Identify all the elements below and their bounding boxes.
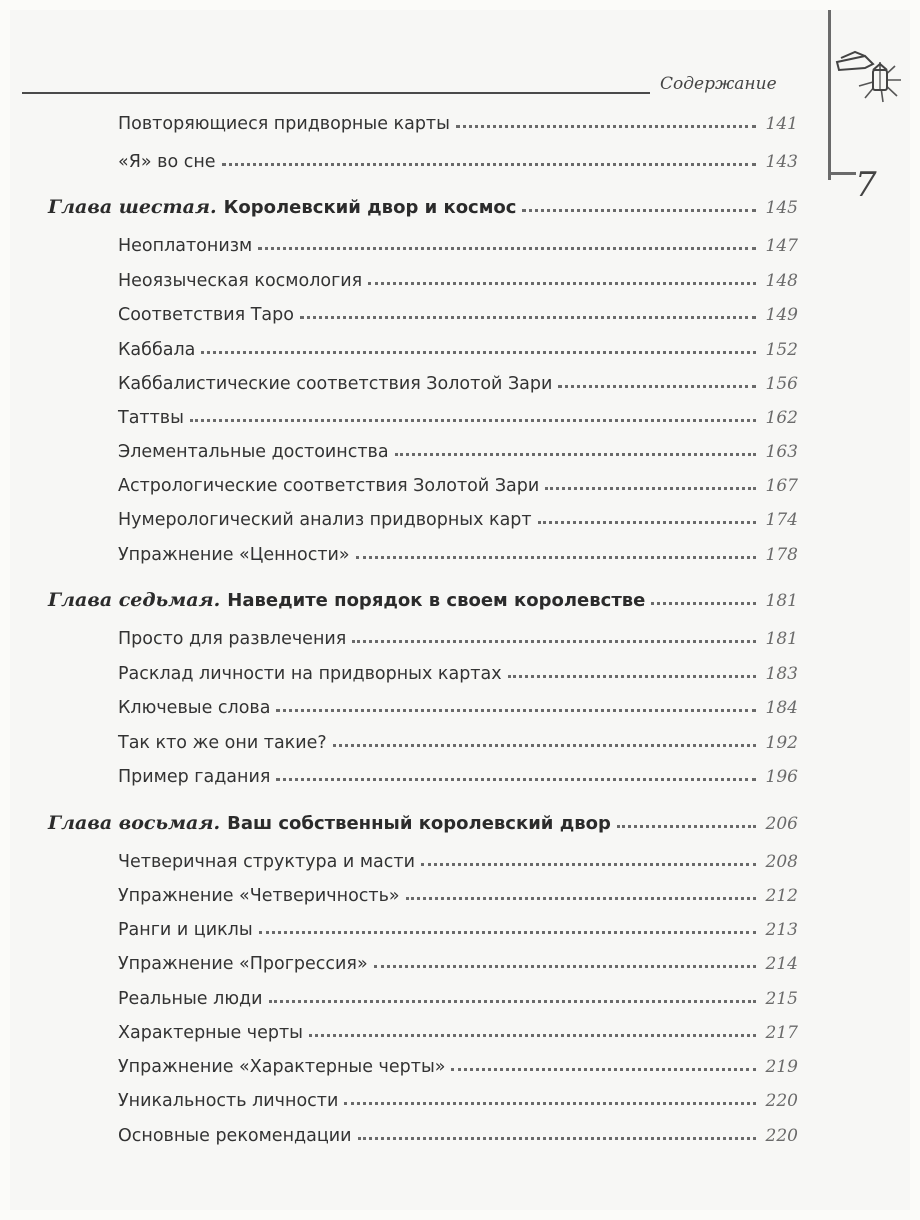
- toc-entry[interactable]: [118, 506, 798, 530]
- toc-entry-title: Реальные люди: [118, 989, 263, 1009]
- toc-entry[interactable]: [118, 110, 798, 134]
- toc-page-number: 178: [765, 545, 798, 565]
- toc-entry[interactable]: [118, 1019, 798, 1043]
- running-header: Содержание: [660, 74, 777, 94]
- dot-leader: [406, 897, 756, 900]
- chapter-label: Глава седьмая.: [48, 589, 221, 611]
- toc-entry-title: Так кто же они такие?: [118, 733, 327, 753]
- toc-entry-title: Ваш собственный королевский двор: [227, 813, 611, 834]
- dot-leader: [333, 744, 756, 747]
- toc-page-number: 141: [765, 114, 798, 134]
- toc-page-number: 162: [765, 408, 798, 428]
- toc-entry[interactable]: [118, 882, 798, 906]
- toc-entry-title: Упражнение «Характерные черты»: [118, 1057, 446, 1077]
- dot-leader: [456, 125, 756, 128]
- toc-entry-title: Астрологические соответствия Золотой Зари: [118, 476, 540, 496]
- toc-entry-title: Ранги и циклы: [118, 920, 253, 940]
- toc-entry-title: «Я» во сне: [118, 152, 216, 172]
- toc-entry-title: Упражнение «Ценности»: [118, 545, 350, 565]
- dot-leader: [259, 931, 756, 934]
- toc-entry[interactable]: [118, 763, 798, 787]
- chapter-label: Глава восьмая.: [48, 812, 221, 834]
- dot-leader: [651, 602, 756, 605]
- toc-chapter-entry[interactable]: [48, 587, 798, 611]
- dot-leader: [545, 487, 756, 490]
- dot-leader: [201, 351, 756, 354]
- toc-page-number: 215: [765, 989, 798, 1009]
- dot-leader: [309, 1034, 756, 1037]
- toc-entry[interactable]: [118, 625, 798, 649]
- toc-page-number: 183: [765, 664, 798, 684]
- dot-leader: [451, 1068, 756, 1071]
- dot-leader: [395, 453, 756, 456]
- dot-leader: [421, 863, 756, 866]
- dot-leader: [258, 247, 756, 250]
- toc-entry-title: Четверичная структура и масти: [118, 852, 415, 872]
- toc-entry-title: Упражнение «Прогрессия»: [118, 954, 368, 974]
- dot-leader: [344, 1102, 756, 1105]
- toc-entry[interactable]: [118, 1053, 798, 1077]
- toc-entry[interactable]: [118, 232, 798, 256]
- dot-leader: [222, 163, 756, 166]
- toc-entry-title: Просто для развлечения: [118, 629, 347, 649]
- page-number: 7: [855, 165, 877, 205]
- toc-page-number: 214: [765, 954, 798, 974]
- toc-entry[interactable]: [118, 985, 798, 1009]
- dot-leader: [269, 1000, 756, 1003]
- toc-entry[interactable]: [118, 336, 798, 360]
- toc-entry-title: Упражнение «Четверичность»: [118, 886, 400, 906]
- toc-entry-title: Соответствия Таро: [118, 305, 294, 325]
- dot-leader: [538, 521, 756, 524]
- dot-leader: [368, 282, 756, 285]
- toc-page-number: 152: [765, 340, 798, 360]
- toc-page-number: 148: [765, 271, 798, 291]
- toc-entry-title: Характерные черты: [118, 1023, 303, 1043]
- dot-leader: [276, 778, 756, 781]
- toc-entry-title: Уникальность личности: [118, 1091, 339, 1111]
- toc-page-number: 149: [765, 305, 798, 325]
- toc-page-number: 217: [765, 1023, 798, 1043]
- toc-page-number: 184: [765, 698, 798, 718]
- dot-leader: [352, 640, 756, 643]
- toc-entry-title: Наведите порядок в своем королевстве: [227, 590, 646, 611]
- toc-entry[interactable]: [118, 660, 798, 684]
- toc-chapter-entry[interactable]: [48, 810, 798, 834]
- toc-page-number: 147: [765, 236, 798, 256]
- dot-leader: [300, 316, 756, 319]
- toc-entry[interactable]: [118, 438, 798, 462]
- toc-entry[interactable]: [118, 848, 798, 872]
- toc-entry[interactable]: [118, 694, 798, 718]
- toc-entry-title: Неоплатонизм: [118, 236, 253, 256]
- toc-entry[interactable]: [118, 950, 798, 974]
- toc-entry[interactable]: [118, 301, 798, 325]
- toc-page-number: 220: [765, 1091, 798, 1111]
- toc-entry[interactable]: [118, 1122, 798, 1146]
- toc-chapter-entry[interactable]: [48, 194, 798, 218]
- toc-entry-title: Пример гадания: [118, 767, 271, 787]
- toc-entry-title: Королевский двор и космос: [223, 197, 517, 218]
- dot-leader: [276, 709, 756, 712]
- toc-page-number: 145: [765, 198, 798, 218]
- toc-page-number: 143: [765, 152, 798, 172]
- toc-entry-title: Элементальные достоинства: [118, 442, 389, 462]
- dot-leader: [617, 825, 756, 828]
- toc-entry[interactable]: [118, 148, 798, 172]
- toc-page-number: 181: [765, 591, 798, 611]
- toc-page-number: 206: [765, 814, 798, 834]
- toc-entry[interactable]: [118, 404, 798, 428]
- toc-page-number: 212: [765, 886, 798, 906]
- toc-page-number: 156: [765, 374, 798, 394]
- toc-entry-title: Основные рекомендации: [118, 1126, 352, 1146]
- toc-entry-title: Расклад личности на придворных картах: [118, 664, 502, 684]
- dot-leader: [558, 385, 756, 388]
- dot-leader: [356, 556, 756, 559]
- toc-page-number: 208: [765, 852, 798, 872]
- toc-page-number: 219: [765, 1057, 798, 1077]
- toc-entry-title: Каббалистические соответствия Золотой Зари: [118, 374, 553, 394]
- toc-page-number: 181: [765, 629, 798, 649]
- toc-page-number: 213: [765, 920, 798, 940]
- toc-page-number: 167: [765, 476, 798, 496]
- toc-entry-title: Каббала: [118, 340, 196, 360]
- toc-entry-title: Повторяющиеся придворные карты: [118, 114, 450, 134]
- toc-entry[interactable]: [118, 267, 798, 291]
- toc-page-number: 163: [765, 442, 798, 462]
- toc-entry[interactable]: [118, 916, 798, 940]
- toc-page-number: 192: [765, 733, 798, 753]
- toc-page-number: 196: [765, 767, 798, 787]
- toc-entry[interactable]: [118, 541, 798, 565]
- toc-page-number: 174: [765, 510, 798, 530]
- dot-leader: [190, 419, 756, 422]
- toc-entry-title: Нумерологический анализ придворных карт: [118, 510, 532, 530]
- dot-leader: [508, 675, 756, 678]
- toc-entry[interactable]: [118, 370, 798, 394]
- dot-leader: [522, 209, 756, 212]
- toc-page-number: 220: [765, 1126, 798, 1146]
- toc-entry-title: Таттвы: [118, 408, 184, 428]
- toc-entry-title: Неоязыческая космология: [118, 271, 363, 291]
- dot-leader: [374, 965, 756, 968]
- toc-entry-title: Ключевые слова: [118, 698, 271, 718]
- chapter-label: Глава шестая.: [48, 196, 217, 218]
- toc-entry[interactable]: [118, 472, 798, 496]
- toc-entry[interactable]: [118, 1087, 798, 1111]
- dot-leader: [358, 1137, 757, 1140]
- toc-entry[interactable]: [118, 729, 798, 753]
